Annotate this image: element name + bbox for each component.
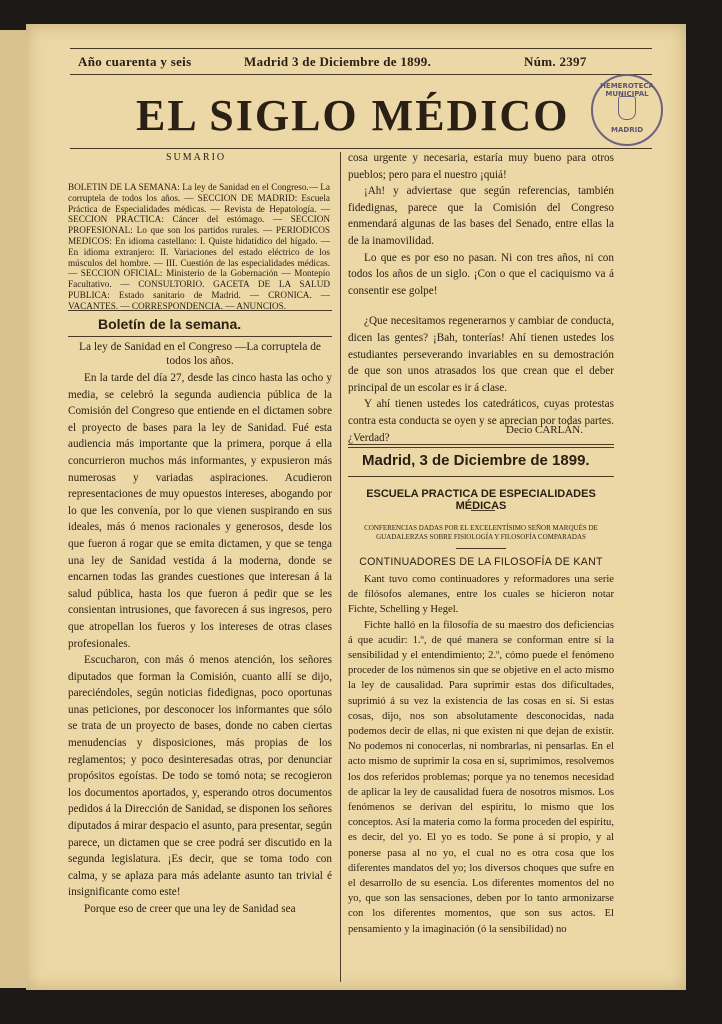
boletin-top-rule <box>68 310 332 311</box>
masthead-rule <box>70 148 652 149</box>
header-year: Año cuarenta y seis <box>78 54 192 69</box>
escuela-short-rule <box>471 510 495 511</box>
kant-paragraph: Kant tuvo como continuadores y reformadores una serie de filósofos alemanes, entre los cuales se hicieron notar Fichte, Schelling y Hegel. <box>348 574 614 616</box>
kant-paragraph: Fichte halló en la filosofía de su maestro dos deficiencias á que acudir: 1.º, de qué manera se conforman entre sí la sensibilidad y el entendimiento; 2.º, cómo puede el fenómeno proceder de los númenos sin que se objetive en el acto mismo la ley de causalidad. Para suprimir estas dos dificultades, suprimió á su vez la existencia de las cosas en sí. Si estas cosas, dijo, nos son absolutamente desconocidas, nada podemos decir de ellas, ni que existen ni que dejan de existir. No podemos ni conocerlas, ni nombrarlas, ni pensarlas. En el acto mismo de suprimir la cosa en sí, suprimimos, resolvemos los dos referidos problemas; porque ya no tenemos necesidad de aplicar la ley de causalidad fuera de nosotros mismos. Los fenómenos se derivan del espíritu, lo mismo que los conceptos. Así la materia como la forma proceden del espíritu, es decir, del yo. El yo es todo. Se pone á sí propio, y al ponerse pasa al no yo, el cual no es otra cosa que los diferentes mandatos del yo; los diversos choques que sufre en el desarrollo de su esencia. Los diferentes momentos del no yo, que son las sensaciones, deben por lo tanto armonizarse con los diferentes momentos, que son sus actos. El pensamiento y la imaginación (ó la sensibilidad) no <box>348 619 614 935</box>
column-two-paragraph: Lo que es por eso no pasan. Ni con tres años, ni con todos los años de un siglo. ¡Con o que el caciquismo va á consentir ese golpe! <box>348 251 614 297</box>
escuela-heading: ESCUELA PRACTICA DE ESPECIALIDADES MÉDICAS <box>366 488 596 512</box>
sumario-text: BOLETIN DE LA SEMANA: La ley de Sanidad en el Congreso.— La corruptela de todos los años. — SECCION DE MADRID: Escuela Práctica de Especialidades médicas. — Revista de Hepatología. — SECCION PRACTICA: Cáncer del estómago. — SECCION PROFESIONAL: Lo que son los partidos rurales. — PERIODICOS MEDICOS: En idioma castellano: I. Quiste hidatídico del hígado. — En idioma extranjero: II. Variaciones del estado eléctrico de los músculos del hombre. — III. Cuestión de las especialidades médicas. — SECCION OFICIAL: Ministerio de la Gobernación — Montepío Facultativo. — CONSULTORIO. GACETA DE LA SALUD PUBLICA: Estado sanitario de Madrid. — CRONICA. — VACANTES. — CORRESPONDENCIA. — ANUNCIOS. <box>68 182 330 311</box>
header-top-rule <box>70 48 652 49</box>
madrid-top-rule <box>348 444 614 445</box>
adjacent-page-edge <box>0 30 28 988</box>
column-two-body <box>348 150 614 446</box>
madrid-top-rule-double <box>348 447 614 448</box>
header-date: Madrid 3 de Diciembre de 1899. <box>244 54 432 69</box>
newspaper-page <box>26 24 686 990</box>
stamp-bottom-text: MADRID <box>611 126 643 134</box>
library-stamp <box>591 74 663 146</box>
column-divider <box>340 152 341 982</box>
madrid-title: Madrid, 3 de Diciembre de 1899. <box>362 452 590 469</box>
signature: Decio CARLÁN. <box>506 424 583 436</box>
continuadores-heading: CONTINUADORES DE LA FILOSOFÍA DE KANT <box>359 556 603 568</box>
boletin-paragraph: Porque eso de creer que una ley de Sanidad sea <box>84 903 296 915</box>
column-two-paragraph: ¿Que necesitamos regenerarnos y cambiar de conducta, dicen las gentes? ¡Bah, tonterías! Ahí tienen ustedes los estudiantes perseverando invariables en su demostración de que son unos atrasados los que crean que el deber principal de un escolar es ir á clase. <box>348 315 614 394</box>
boletin-bottom-rule <box>68 336 332 337</box>
madrid-bottom-rule <box>348 476 614 477</box>
boletin-paragraph: En la tarde del día 27, desde las cinco hasta las ocho y media, se celebró la segunda audiencia pública de la Comisión del Congreso que entiende en el dictamen sobre el proyecto de bases para la ley de Sanidad. Fué esta audiencia más importante que la primera, porque á ella concurrieron muchos más informantes, y expusieron más numerosas y variadas aspiraciones. Acudieron representaciones de muy opuestos intereses, abogando por lo que les convenía, por lo que vienen suspirando en sus ideales, más ó menos racionales y generosos, desde los que fueron á rogar que se emita dictamen, y que se tenga una ley de Sanidad vestida á la moderna, donde se encarnen todas las grandes cuestiones que interesan á la salud pública, hasta los que fueron á pedir que se les consientan intrusiones, que favorecen á sus ingresos, pero que atropellan los fueros y los intereses de otras clases profesionales. <box>68 372 332 650</box>
header-bottom-rule <box>70 74 652 75</box>
header-issue-number: Núm. 2397 <box>524 54 587 69</box>
conferencias-rule <box>456 548 506 549</box>
sumario-title: SUMARIO <box>166 152 227 163</box>
column-two-paragraph: cosa urgente y necesaria, estaría muy bueno para otros pueblos; pero para el nuestro ¡quiá! <box>348 152 614 181</box>
column-two-paragraph: Y ahí tienen ustedes los catedráticos, cuyas protestas contra esta conducta se oyen y se aprecian por todas partes. ¿Verdad? <box>348 398 614 444</box>
boletin-body <box>68 370 332 918</box>
conferencias-note: CONFERENCIAS DADAS POR EL EXCELENTÍSIMO SEÑOR MARQUÉS DE GUADALERZAS SOBRE FISIOLOGÍA Y FILOSOFÍA COMPARADAS <box>364 524 598 541</box>
boletin-subtitle: La ley de Sanidad en el Congreso —La corruptela de todos los años. <box>79 341 321 367</box>
boletin-title: Boletín de la semana. <box>98 316 242 332</box>
boletin-paragraph: Escucharon, con más ó menos atención, los señores diputados que forman la Comisión, cuanto allí se dijo, pareciéndoles, según noticias fidedignas, poco oportunas unas peticiones, por desconocer los informantes que sólo se trata de un proyecto de bases, donde no caben ciertas menudencias y disposiciones, más propias de los reglamentos; y poco desinteresadas otras, por denunciar propósitos egoístas. De todo se tomó nota; se recogieron los documentos aportados, y, esperando otros documentos pedidos á la Dirección de Sanidad, se disponen los señores diputados á mirar despacio el asunto, para presentar, según parece, un dictamen que se cree podrá ser discutido en la segunda legislatura. ¡Es decir, que se toma todo con calma, y se aplaza para más adelante asunto tan trivial é insignificante como este! <box>68 654 332 899</box>
column-two-paragraph: ¡Ah! y adviertase que según referencias, también fidedignas, parece que la Comisión del Congreso enmendará algunas de las bases del Senado, entre ellas la de la inamovilidad. <box>348 185 614 247</box>
kant-body <box>348 572 614 937</box>
coat-of-arms-icon <box>618 96 636 120</box>
stamp-top-text: HEMEROTECA MUNICIPAL <box>600 82 654 98</box>
masthead-title: EL SIGLO MÉDICO <box>136 91 570 140</box>
